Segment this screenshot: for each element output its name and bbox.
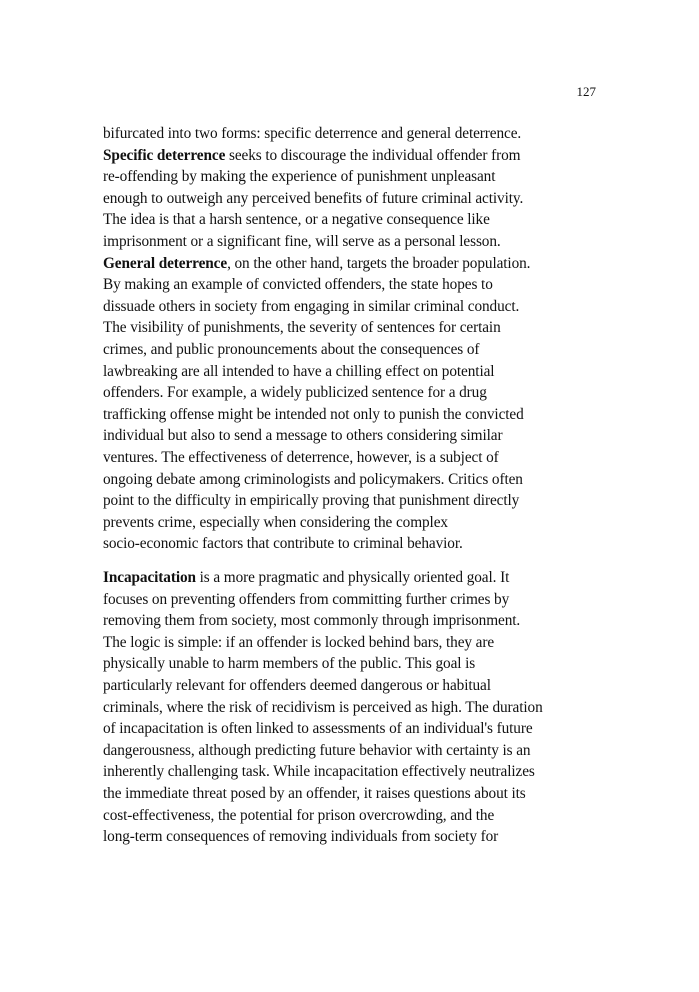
text-run: re-offending by making the experience of punishment unpleasant xyxy=(103,168,496,186)
text-run: long-term consequences of removing individuals from society for xyxy=(103,828,499,846)
text-run: dissuade others in society from engaging in similar criminal conduct. xyxy=(103,297,520,315)
text-line xyxy=(103,209,603,231)
text-line xyxy=(103,123,603,145)
text-run: is a more pragmatic and physically oriented goal. It xyxy=(195,569,510,586)
text-line xyxy=(103,805,603,827)
text-run: trafficking offense might be intended not only to punish the convicted xyxy=(103,405,524,423)
text-line xyxy=(103,253,603,275)
bold-term: Specific deterrence xyxy=(103,146,226,164)
text-run: The idea is that a harsh sentence, or a negative consequence like xyxy=(103,211,490,229)
text-line xyxy=(103,632,603,654)
text-line xyxy=(103,274,603,296)
text-run: imprisonment or a significant fine, will serve as a personal lesson. xyxy=(103,232,501,250)
text-line xyxy=(103,361,603,383)
text-run: of incapacitation is often linked to assessments of an individual's future xyxy=(103,720,533,738)
text-run: The logic is simple: if an offender is locked behind bars, they are xyxy=(103,633,495,651)
text-line xyxy=(103,231,603,253)
text-line xyxy=(103,512,603,534)
text-line xyxy=(103,826,603,848)
text-line xyxy=(103,718,603,740)
bold-term: Incapacitation xyxy=(103,569,196,586)
text-line xyxy=(103,469,603,491)
text-run: , on the other hand, targets the broader population. xyxy=(227,254,531,272)
text-run: socio-economic factors that contribute to criminal behavior. xyxy=(103,535,463,553)
text-run: offenders. For example, a widely publicized sentence for a drug xyxy=(103,384,487,402)
text-line xyxy=(103,317,603,339)
text-line xyxy=(103,145,603,167)
text-line xyxy=(103,490,603,512)
text-run: criminals, where the risk of recidivism is perceived as high. The duration xyxy=(103,698,543,716)
paragraph-deterrence xyxy=(103,123,603,555)
text-run: ventures. The effectiveness of deterrence, however, is a subject of xyxy=(103,448,499,466)
text-run: bifurcated into two forms: specific deterrence and general deterrence. xyxy=(103,125,522,142)
text-line xyxy=(103,339,603,361)
text-run: particularly relevant for offenders deemed dangerous or habitual xyxy=(103,676,491,694)
text-run: By making an example of convicted offenders, the state hopes to xyxy=(103,276,493,294)
text-run: inherently challenging task. While incapacitation effectively neutralizes xyxy=(103,763,535,781)
text-line xyxy=(103,675,603,697)
text-line xyxy=(103,783,603,805)
text-run: The visibility of punishments, the severity of sentences for certain xyxy=(103,319,501,337)
text-line xyxy=(103,589,603,611)
text-run: lawbreaking are all intended to have a chilling effect on potential xyxy=(103,362,495,380)
text-run: prevents crime, especially when considering the complex xyxy=(103,513,448,531)
text-line xyxy=(103,653,603,675)
text-run: ongoing debate among criminologists and policymakers. Critics often xyxy=(103,470,523,488)
text-line xyxy=(103,610,603,632)
text-run: point to the difficulty in empirically proving that punishment directly xyxy=(103,492,520,510)
text-line xyxy=(103,188,603,210)
text-run: individual but also to send a message to others considering similar xyxy=(103,427,503,445)
page-number: 127 xyxy=(576,84,596,99)
text-line xyxy=(103,404,603,426)
text-run: physically unable to harm members of the public. This goal is xyxy=(103,655,476,673)
text-line xyxy=(103,697,603,719)
text-run: removing them from society, most commonly through imprisonment. xyxy=(103,612,521,630)
text-line xyxy=(103,296,603,318)
text-line xyxy=(103,382,603,404)
text-line xyxy=(103,166,603,188)
text-run: the immediate threat posed by an offender, it raises questions about its xyxy=(103,784,526,802)
text-run: seeks to discourage the individual offender from xyxy=(225,146,521,164)
text-line xyxy=(103,425,603,447)
text-line xyxy=(103,567,603,589)
text-run: focuses on preventing offenders from committing further crimes by xyxy=(103,590,510,608)
text-run: dangerousness, although predicting future behavior with certainty is an xyxy=(103,741,531,759)
bold-term: General deterrence xyxy=(103,254,228,272)
text-run: enough to outweigh any perceived benefits of future criminal activity. xyxy=(103,189,524,207)
text-run: crimes, and public pronouncements about the consequences of xyxy=(103,340,480,358)
text-run: cost-effectiveness, the potential for prison overcrowding, and the xyxy=(103,806,495,824)
text-line xyxy=(103,740,603,762)
text-line xyxy=(103,761,603,783)
text-line xyxy=(103,533,603,555)
text-line xyxy=(103,447,603,469)
paragraph-incapacitation xyxy=(103,567,603,848)
